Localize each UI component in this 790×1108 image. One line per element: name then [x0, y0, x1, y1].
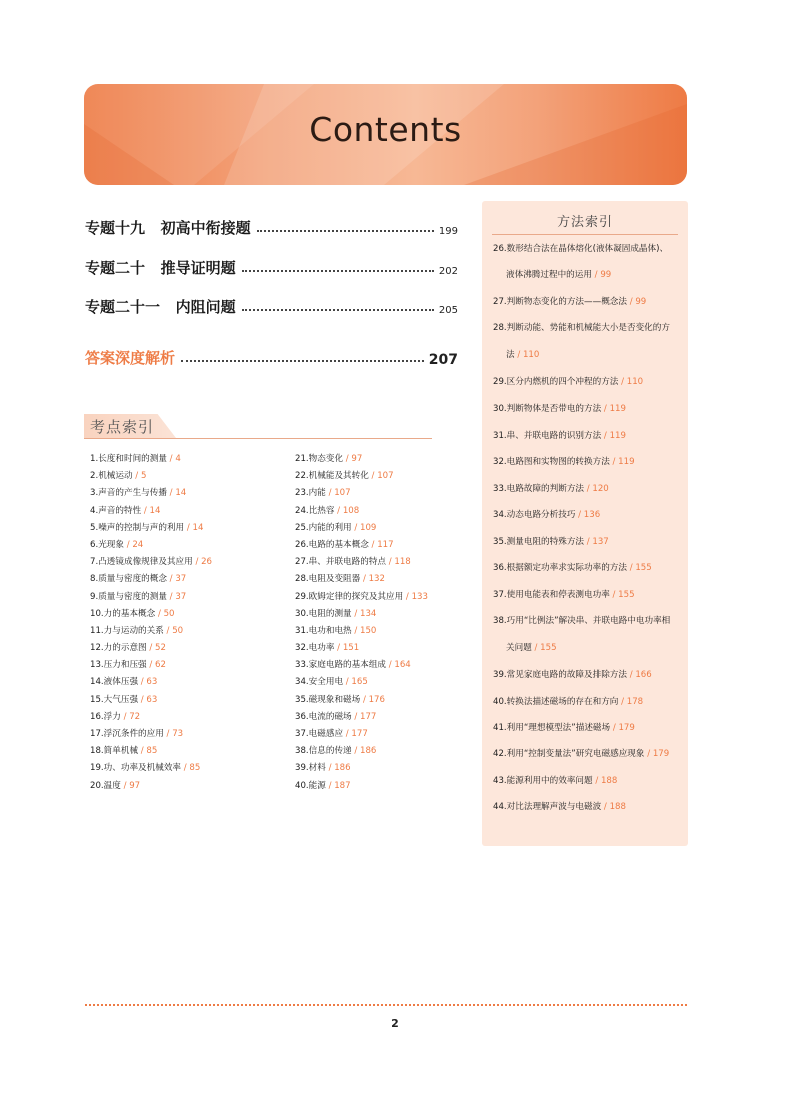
toc-entry-20[interactable] — [85, 257, 458, 278]
entry-title: 43.能源利用中的效率问题 — [493, 776, 593, 786]
entry-title: 36.电流的磁场 — [295, 711, 352, 722]
kaodian-item[interactable] — [90, 692, 290, 709]
banner-title: Contents — [309, 110, 462, 149]
entry-title: 液体沸腾过程中的运用 — [506, 270, 592, 280]
entry-title: 31.电功和电热 — [295, 625, 352, 636]
separator: / — [644, 749, 653, 759]
kaodian-item[interactable] — [90, 503, 290, 520]
entry-page: 119 — [609, 431, 626, 441]
separator: / — [351, 746, 360, 757]
entry-title: 11.力与运动的关系 — [90, 625, 164, 636]
separator: / — [334, 643, 343, 654]
entry-title: 32.电功率 — [295, 643, 335, 654]
entry-title: 28.判断动能、势能和机械能大小是否变化的方 — [493, 323, 670, 333]
entry-page: 137 — [592, 537, 609, 547]
entry-title: 14.液体压强 — [90, 677, 139, 688]
divider — [492, 234, 678, 235]
entry-title: 35.测量电阻的特殊方法 — [493, 537, 585, 547]
entry-title: 23.内能 — [295, 488, 326, 499]
kaodian-item[interactable] — [295, 451, 495, 468]
kaodian-left-column — [90, 451, 290, 795]
entry-title: 42.利用“控制变量法”研究电磁感应现象 — [493, 749, 645, 759]
footer-divider — [85, 1004, 687, 1006]
entry-title: 9.质量与密度的测量 — [90, 591, 167, 602]
kaodian-item[interactable] — [90, 468, 290, 485]
entry-page: 50 — [172, 625, 184, 636]
separator: / — [360, 694, 369, 705]
kaodian-right-column — [295, 451, 495, 795]
separator: / — [325, 763, 335, 774]
separator: / — [120, 780, 130, 791]
entry-title: 44.对比法理解声波与电磁波 — [493, 802, 602, 812]
entry-title: 26.数形结合法在晶体熔化(液体凝固成晶体)、 — [493, 244, 669, 254]
entry-page: 99 — [635, 297, 647, 307]
entry-title: 33.家庭电路的基本组成 — [295, 660, 387, 671]
fangfa-item[interactable] — [493, 429, 626, 441]
entry-page: 118 — [394, 557, 411, 568]
fangfa-item[interactable] — [506, 348, 539, 360]
entry-title: 16.浮力 — [90, 711, 121, 722]
separator: / — [138, 677, 147, 688]
entry-page: 136 — [583, 510, 601, 520]
kaodian-item[interactable] — [90, 743, 290, 760]
fangfa-item[interactable] — [493, 774, 617, 786]
kaodian-item[interactable] — [90, 674, 290, 691]
fangfa-item[interactable] — [493, 721, 635, 733]
separator: / — [601, 431, 610, 441]
separator: / — [166, 454, 176, 464]
toc-entry-19[interactable] — [85, 217, 458, 238]
separator: / — [360, 574, 369, 585]
separator: / — [166, 488, 176, 499]
separator: / — [351, 711, 360, 722]
kaodian-item[interactable] — [90, 485, 290, 502]
entry-title: 18.简单机械 — [90, 746, 139, 757]
entry-title: 29.区分内燃机的四个冲程的方法 — [493, 377, 619, 387]
entry-title: 40.能源 — [295, 780, 326, 791]
entry-title: 2.机械运动 — [90, 471, 133, 482]
separator: / — [531, 643, 541, 653]
entry-page: 188 — [609, 802, 626, 812]
entry-page: 85 — [189, 763, 201, 774]
separator: / — [325, 488, 335, 499]
entry-page: 179 — [618, 723, 635, 733]
entry-title: 法 — [506, 350, 515, 360]
entry-title: 32.电路图和实物图的转换方法 — [493, 457, 610, 467]
entry-title: 15.大气压强 — [90, 694, 139, 705]
separator: / — [138, 746, 147, 757]
separator: / — [626, 670, 636, 680]
contents-banner — [84, 84, 687, 185]
separator: / — [601, 404, 610, 414]
entry-title: 5.噪声的控制与声的利用 — [90, 522, 185, 533]
entry-title: 10.力的基本概念 — [90, 608, 156, 619]
kaodian-item[interactable] — [295, 554, 495, 571]
kaodian-item[interactable] — [295, 760, 495, 777]
entry-page: 24 — [132, 539, 144, 550]
entry-page: 134 — [360, 608, 377, 619]
entry-page: 14 — [149, 505, 161, 516]
separator: / — [403, 591, 412, 602]
separator: / — [343, 677, 352, 688]
page-number: 2 — [391, 1017, 399, 1030]
separator: / — [192, 557, 202, 568]
toc-page: 202 — [438, 266, 458, 277]
entry-title: 35.磁现象和磁场 — [295, 694, 361, 705]
separator: / — [514, 350, 523, 360]
entry-title: 关问题 — [506, 643, 532, 653]
entry-title: 25.内能的利用 — [295, 522, 352, 533]
kaodian-item[interactable] — [295, 657, 495, 674]
entry-title: 12.力的示意图 — [90, 643, 147, 654]
entry-title: 28.电阻及变阻器 — [295, 574, 361, 585]
separator: / — [609, 590, 619, 600]
entry-page: 155 — [635, 563, 652, 573]
kaodian-item[interactable] — [295, 709, 495, 726]
entry-page: 110 — [522, 350, 540, 360]
entry-page: 108 — [342, 505, 360, 516]
kaodian-item[interactable] — [295, 640, 495, 657]
entry-page: 177 — [351, 729, 368, 739]
entry-title: 26.电路的基本概念 — [295, 539, 369, 550]
entry-title: 1.长度和时间的测量 — [90, 454, 167, 464]
entry-page: 186 — [360, 746, 377, 757]
entry-title: 21.物态变化 — [295, 454, 344, 464]
separator: / — [575, 510, 584, 520]
kaodian-item[interactable] — [295, 743, 495, 760]
separator: / — [609, 457, 619, 467]
fangfa-item[interactable] — [493, 695, 643, 707]
separator: / — [626, 297, 636, 307]
kaodian-item[interactable] — [295, 726, 495, 743]
kaodian-item[interactable] — [90, 640, 290, 657]
entry-title: 7.凸透镜成像规律及其应用 — [90, 557, 193, 568]
kaodian-item[interactable] — [90, 589, 290, 606]
separator: / — [351, 625, 360, 636]
kaodian-item[interactable] — [295, 485, 495, 502]
entry-page: 99 — [600, 270, 612, 280]
separator: / — [351, 608, 360, 619]
entry-title: 30.电阻的测量 — [295, 608, 352, 619]
separator: / — [141, 505, 150, 516]
entry-title: 3.声音的产生与传播 — [90, 488, 167, 499]
leader-dots — [242, 309, 434, 311]
separator: / — [368, 539, 378, 550]
separator: / — [163, 625, 173, 636]
toc-page: 199 — [438, 226, 458, 237]
entry-title: 40.转换法描述磁场的存在和方向 — [493, 697, 619, 707]
entry-title: 19.功、功率及机械效率 — [90, 763, 182, 774]
separator: / — [610, 723, 619, 733]
fangfa-item[interactable] — [493, 375, 643, 387]
separator: / — [368, 471, 378, 482]
kaodian-item[interactable] — [295, 778, 495, 795]
entry-page: 186 — [334, 763, 351, 774]
entry-page: 85 — [146, 746, 158, 757]
toc-title: 专题二十 推导证明题 — [85, 259, 236, 277]
toc-entry-21[interactable] — [85, 296, 458, 317]
separator: / — [386, 557, 395, 568]
fangfa-item[interactable] — [493, 242, 668, 254]
entry-page: 63 — [146, 694, 158, 705]
fangfa-item[interactable] — [506, 268, 611, 280]
kaodian-item[interactable] — [90, 760, 290, 777]
kaodian-item[interactable] — [90, 606, 290, 623]
fangfa-item[interactable] — [493, 588, 635, 600]
entry-title: 6.光现象 — [90, 539, 124, 550]
toc-title: 专题二十一 内阻问题 — [85, 298, 236, 316]
entry-title: 27.串、并联电路的特点 — [295, 557, 387, 568]
entry-title: 38.信息的传递 — [295, 746, 352, 757]
separator: / — [591, 270, 601, 280]
entry-page: 155 — [618, 590, 635, 600]
toc-entry-answers[interactable] — [85, 347, 458, 368]
leader-dots — [181, 360, 424, 362]
entry-page: 109 — [360, 522, 377, 533]
entry-page: 107 — [334, 488, 351, 499]
separator: / — [123, 539, 133, 550]
entry-page: 107 — [377, 471, 394, 482]
fangfa-item[interactable] — [493, 561, 652, 573]
entry-page: 151 — [342, 643, 360, 654]
separator: / — [626, 563, 636, 573]
kaodian-item[interactable] — [90, 537, 290, 554]
entry-title: 27.判断物态变化的方法——概念法 — [493, 297, 627, 307]
entry-title: 37.电磁感应 — [295, 729, 344, 739]
kaodian-item[interactable] — [90, 554, 290, 571]
entry-title: 29.欧姆定律的探究及其应用 — [295, 591, 404, 602]
fangfa-item[interactable] — [493, 747, 669, 759]
fangfa-item[interactable] — [493, 402, 626, 414]
entry-page: 37 — [175, 591, 187, 602]
leader-dots — [257, 230, 434, 232]
kaodian-item[interactable] — [295, 623, 495, 640]
toc-page: 207 — [428, 352, 458, 368]
kaodian-item[interactable] — [90, 778, 290, 795]
entry-title: 13.压力和压强 — [90, 660, 147, 671]
separator: / — [163, 729, 173, 739]
toc-page: 205 — [438, 305, 458, 316]
entry-page: 179 — [652, 749, 670, 759]
entry-title: 22.机械能及其转化 — [295, 471, 369, 482]
kaodian-item[interactable] — [90, 726, 290, 743]
kaodian-item[interactable] — [90, 520, 290, 537]
separator: / — [618, 377, 627, 387]
separator: / — [386, 660, 395, 671]
entry-title: 36.根据额定功率求实际功率的方法 — [493, 563, 627, 573]
entry-page: 132 — [368, 574, 385, 585]
fangfa-item[interactable] — [493, 508, 600, 520]
kaodian-item[interactable] — [295, 606, 495, 623]
entry-page: 166 — [635, 670, 652, 680]
separator: / — [155, 608, 164, 619]
entry-title: 20.温度 — [90, 780, 121, 791]
entry-page: 177 — [360, 711, 377, 722]
entry-page: 37 — [175, 574, 187, 585]
entry-page: 4 — [175, 454, 181, 464]
entry-page: 119 — [609, 404, 626, 414]
entry-title: 8.质量与密度的概念 — [90, 574, 167, 585]
separator: / — [181, 763, 190, 774]
fangfa-item[interactable] — [493, 482, 609, 494]
entry-page: 62 — [155, 660, 166, 671]
separator: / — [584, 537, 593, 547]
kaodian-item[interactable] — [90, 623, 290, 640]
kaodian-index-header — [84, 414, 432, 439]
fangfa-index-panel — [482, 201, 688, 846]
entry-page: 119 — [618, 457, 635, 467]
entry-page: 97 — [129, 780, 141, 791]
separator: / — [592, 776, 601, 786]
entry-page: 14 — [175, 488, 187, 499]
entry-title: 37.使用电能表和停表测电功率 — [493, 590, 610, 600]
kaodian-item[interactable] — [90, 571, 290, 588]
kaodian-item[interactable] — [90, 451, 290, 468]
entry-page: 150 — [360, 625, 377, 636]
entry-title: 34.动态电路分析技巧 — [493, 510, 576, 520]
toc-title: 专题十九 初高中衔接题 — [85, 219, 251, 237]
separator: / — [343, 454, 352, 464]
separator: / — [146, 643, 155, 654]
kaodian-item[interactable] — [295, 571, 495, 588]
separator: / — [601, 802, 610, 812]
entry-page: 5 — [140, 471, 147, 482]
kaodian-item[interactable] — [295, 589, 495, 606]
entry-page: 72 — [129, 711, 141, 722]
entry-page: 187 — [334, 780, 351, 791]
separator: / — [584, 484, 593, 494]
entry-title: 34.安全用电 — [295, 677, 344, 688]
entry-page: 73 — [172, 729, 184, 739]
entry-page: 110 — [626, 377, 644, 387]
fangfa-item[interactable] — [506, 641, 557, 653]
entry-page: 176 — [368, 694, 385, 705]
separator: / — [325, 780, 335, 791]
entry-title: 30.判断物体是否带电的方法 — [493, 404, 602, 414]
fangfa-item[interactable] — [493, 321, 670, 333]
kaodian-item[interactable] — [295, 537, 495, 554]
toc-title: 答案深度解析 — [85, 349, 176, 367]
fangfa-item[interactable] — [493, 455, 635, 467]
entry-title: 4.声音的特性 — [90, 505, 142, 516]
entry-page: 14 — [192, 522, 204, 533]
separator: / — [132, 471, 141, 482]
separator: / — [351, 522, 360, 533]
entry-page: 120 — [592, 484, 609, 494]
entry-title: 24.比热容 — [295, 505, 335, 516]
entry-title: 38.巧用“比例法”解决串、并联电路中电功率相 — [493, 616, 671, 626]
separator: / — [138, 694, 147, 705]
kaodian-item[interactable] — [90, 709, 290, 726]
fangfa-item[interactable] — [493, 668, 652, 680]
leader-dots — [242, 270, 434, 272]
fangfa-item[interactable] — [493, 535, 609, 547]
separator: / — [334, 505, 343, 516]
entry-page: 50 — [163, 608, 175, 619]
separator: / — [184, 522, 193, 533]
separator: / — [166, 591, 176, 602]
entry-title: 17.浮沉条件的应用 — [90, 729, 164, 739]
kaodian-item[interactable] — [295, 520, 495, 537]
entry-page: 178 — [626, 697, 644, 707]
entry-page: 97 — [351, 454, 363, 464]
separator: / — [618, 697, 627, 707]
fangfa-item[interactable] — [493, 295, 646, 307]
entry-page: 188 — [600, 776, 618, 786]
entry-title: 39.材料 — [295, 763, 326, 774]
fangfa-item[interactable] — [493, 614, 670, 626]
fangfa-index-title: 方法索引 — [556, 215, 613, 230]
entry-title: 41.利用“理想模型法”描述磁场 — [493, 723, 611, 733]
entry-title: 31.串、并联电路的识别方法 — [493, 431, 602, 441]
kaodian-item[interactable] — [295, 692, 495, 709]
entry-page: 165 — [351, 677, 368, 688]
entry-title: 33.电路故障的判断方法 — [493, 484, 585, 494]
entry-page: 117 — [377, 539, 394, 550]
fangfa-item[interactable] — [493, 800, 626, 812]
separator: / — [343, 729, 352, 739]
entry-page: 133 — [411, 591, 428, 602]
entry-page: 52 — [155, 643, 166, 654]
entry-page: 155 — [540, 643, 557, 653]
separator: / — [120, 711, 130, 722]
kaodian-item[interactable] — [295, 503, 495, 520]
kaodian-item[interactable] — [295, 468, 495, 485]
entry-page: 26 — [201, 557, 213, 568]
separator: / — [166, 574, 176, 585]
entry-page: 63 — [146, 677, 158, 688]
kaodian-item[interactable] — [295, 674, 495, 691]
entry-page: 164 — [394, 660, 411, 671]
entry-title: 39.常见家庭电路的故障及排除方法 — [493, 670, 627, 680]
kaodian-item[interactable] — [90, 657, 290, 674]
kaodian-index-title: 考点索引 — [90, 418, 155, 436]
separator: / — [146, 660, 155, 671]
